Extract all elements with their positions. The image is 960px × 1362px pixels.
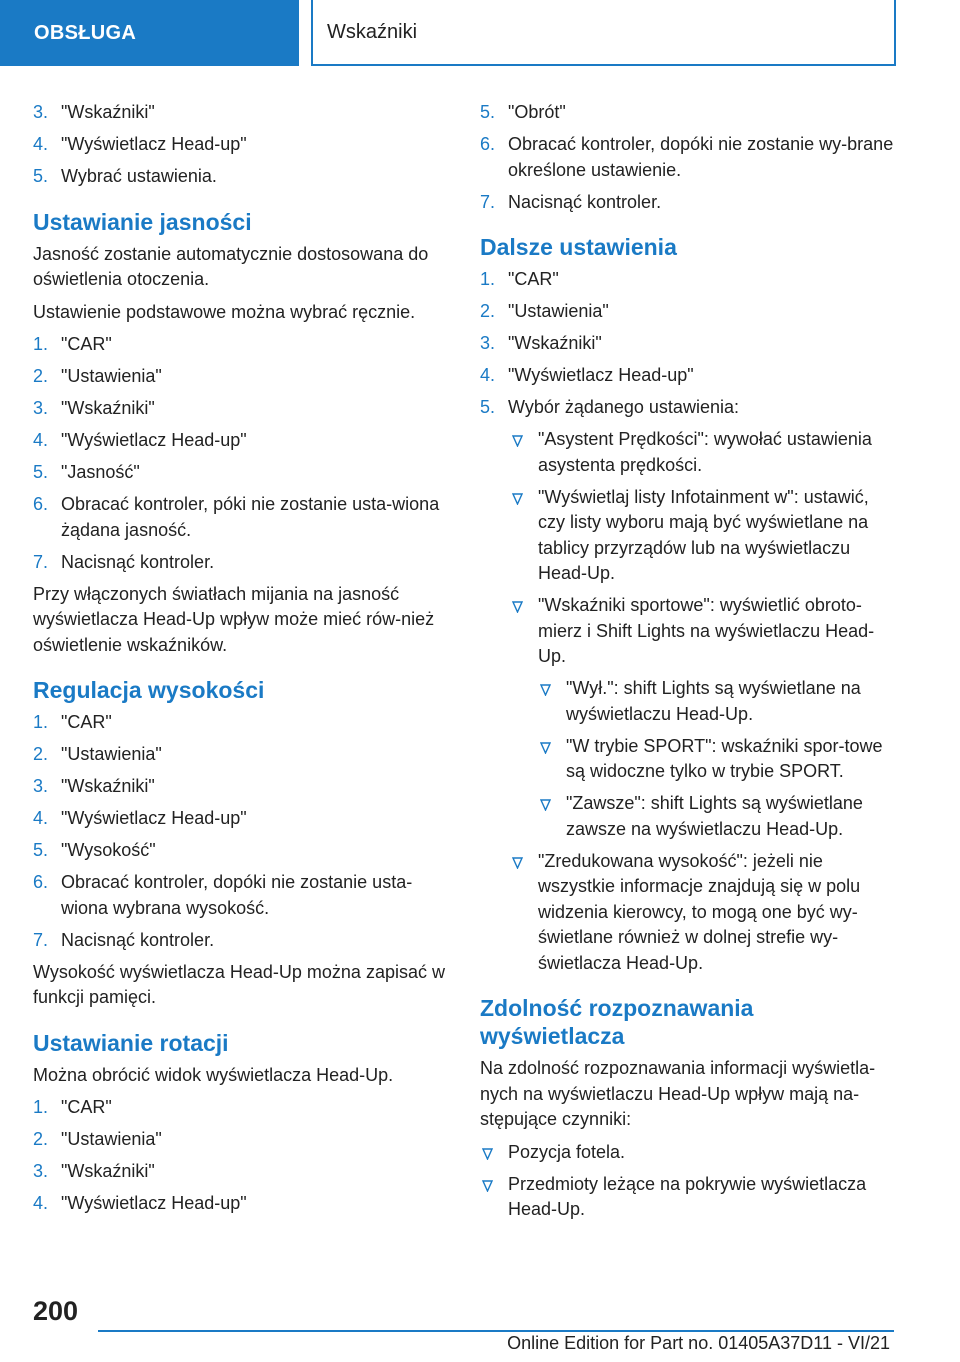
footer-divider (98, 1330, 894, 1332)
list-number: 6. (33, 872, 49, 892)
list-item (33, 1159, 451, 1185)
list-text: Obracać kontroler, dopóki nie zostanie wy-brane określone ustawienie. (508, 134, 894, 180)
list-text: "Wyświetlacz Head-up" (61, 808, 247, 828)
left-column (33, 100, 451, 1223)
triangle-bullet-icon (480, 1172, 508, 1223)
bullet-text: "W trybie SPORT": wskaźniki spor-towe są widoczne tylko w trybie SPORT. (566, 735, 883, 781)
list-number: 5. (33, 840, 49, 860)
steps-list (33, 1095, 451, 1217)
bullet-item (480, 849, 898, 977)
list-number: 6. (33, 494, 49, 514)
list-text: Nacisnąć kontroler. (61, 551, 215, 572)
list-text: Wybrać ustawienia. (61, 166, 217, 186)
list-item (33, 132, 451, 158)
section-heading-rotation: Ustawianie rotacji (33, 1029, 229, 1056)
list-text: "Wyświetlacz Head-up" (61, 430, 247, 450)
page-number: 200 (33, 1296, 79, 1326)
list-text: Obracać kontroler, dopóki nie zostanie usta-wiona wybrana wysokość. (61, 872, 413, 918)
list-text: Wybór żądanego ustawienia: (508, 397, 739, 417)
list-text: "CAR" (61, 334, 112, 354)
list-number: 7. (33, 929, 49, 950)
list-number: 1. (33, 712, 49, 732)
list-text: Nacisnąć kontroler. (61, 929, 215, 950)
list-number: 4. (33, 134, 49, 154)
list-item (33, 428, 451, 454)
list-text: "CAR" (508, 269, 559, 289)
bullet-text: "Asystent Prędkości": wywołać ustawienia asystenta prędkości. (538, 429, 872, 475)
paragraph: Można obrócić widok wyświetlacza Head-Up. (33, 1064, 394, 1085)
list-number: 3. (33, 102, 49, 122)
list-item (33, 774, 451, 800)
list-item (33, 742, 451, 768)
list-item (33, 870, 451, 921)
section-heading-height: Regulacja wysokości (33, 677, 265, 703)
list-number: 1. (33, 334, 49, 354)
list-text: "Jasność" (61, 462, 140, 482)
bullet-item (480, 676, 898, 727)
triangle-bullet-icon (538, 676, 566, 727)
list-item (33, 838, 451, 864)
list-number: 1. (33, 1097, 49, 1117)
list-item (480, 331, 898, 357)
list-number: 3. (33, 398, 49, 418)
list-item (33, 460, 451, 486)
list-item (33, 1095, 451, 1121)
list-item (33, 550, 451, 576)
list-text: "Ustawienia" (61, 366, 162, 386)
triangle-bullet-icon (510, 849, 538, 977)
triangle-bullet-icon (510, 427, 538, 478)
list-item (480, 100, 898, 126)
list-text: "CAR" (61, 712, 112, 732)
list-number: 3. (33, 1161, 49, 1181)
list-text: "Wskaźniki" (61, 1161, 155, 1181)
list-item (480, 267, 898, 293)
bullet-text: Pozycja fotela. (508, 1141, 626, 1162)
steps-list (480, 100, 898, 215)
list-item (33, 806, 451, 832)
section-heading-further: Dalsze ustawienia (480, 234, 677, 260)
steps-list (33, 332, 451, 575)
list-number: 3. (480, 333, 496, 353)
triangle-bullet-icon (510, 593, 538, 670)
list-text: "Wysokość" (61, 840, 156, 860)
list-text: "CAR" (61, 1097, 112, 1117)
paragraph: Jasność zostanie automatycznie dostosowana do oświetlenia otoczenia. (33, 243, 429, 289)
bullet-item (480, 1140, 898, 1166)
bullet-item (480, 734, 898, 785)
chapter-title: Wskaźniki (327, 20, 418, 43)
list-number: 4. (480, 365, 496, 385)
list-item (33, 100, 451, 126)
factors-list (480, 1140, 898, 1223)
triangle-bullet-icon (538, 791, 566, 842)
list-item (33, 492, 451, 543)
list-text: "Ustawienia" (508, 301, 609, 321)
list-item (480, 363, 898, 389)
list-number: 2. (33, 1129, 49, 1149)
list-item (33, 928, 451, 954)
list-text: "Wyświetlacz Head-up" (61, 134, 247, 154)
section-heading-legibility: Zdolność rozpoznawania wyświetlacza (480, 995, 754, 1049)
bullet-text: Przedmioty leżące na pokrywie wyświetlacza Head-Up. (508, 1173, 867, 1219)
list-text: "Ustawienia" (61, 744, 162, 764)
list-number: 5. (480, 102, 496, 122)
list-item (33, 710, 451, 736)
list-number: 3. (33, 776, 49, 796)
list-item (33, 396, 451, 422)
bullet-item (480, 427, 898, 478)
steps-list (33, 100, 451, 190)
list-item (33, 332, 451, 358)
list-text: Obracać kontroler, póki nie zostanie usta-wiona żądana jasność. (61, 494, 440, 540)
section-heading-brightness: Ustawianie jasności (33, 208, 252, 235)
list-number: 4. (33, 1193, 49, 1213)
section-tab (0, 0, 299, 66)
paragraph: Na zdolność rozpoznawania informacji wyświetla-nych na wyświetlaczu Head-Up wpływ mają na-stępujące czynniki: (480, 1058, 876, 1129)
list-text: "Wskaźniki" (61, 102, 155, 122)
list-number: 2. (33, 744, 49, 764)
bullet-item (480, 791, 898, 842)
list-number: 5. (33, 462, 49, 482)
list-text: "Wskaźniki" (61, 776, 155, 796)
list-item (480, 190, 898, 216)
list-item (480, 299, 898, 325)
bullet-item (480, 1172, 898, 1223)
list-number: 1. (480, 269, 496, 289)
list-text: "Wyświetlacz Head-up" (61, 1193, 247, 1213)
right-column (480, 100, 898, 1229)
bullet-text: "Wył.": shift Lights są wyświetlane na wyświetlaczu Head-Up. (566, 678, 861, 724)
list-item (480, 395, 898, 421)
list-number: 2. (33, 366, 49, 386)
list-text: Nacisnąć kontroler. (508, 191, 662, 212)
list-item (33, 1191, 451, 1217)
section-label: OBSŁUGA (34, 21, 137, 44)
paragraph: Wysokość wyświetlacza Head-Up można zapisać w funkcji pamięci. (33, 961, 445, 1007)
list-item (33, 164, 451, 190)
list-number: 4. (33, 430, 49, 450)
bullet-item (480, 485, 898, 587)
edition-note: Online Edition for Part no. 01405A37D11 - VI/21 (507, 1333, 890, 1353)
list-number: 4. (33, 808, 49, 828)
list-number: 5. (480, 397, 496, 417)
list-text: "Wskaźniki" (61, 398, 155, 418)
list-item (33, 1127, 451, 1153)
steps-list (33, 710, 451, 953)
chapter-tab (311, 0, 896, 66)
bullet-text: "Zredukowana wysokość": jeżeli nie wszystkie informacje znajdują się w polu widzenia kierowcy, to mogą one być wy-świetlane również w dolnej strefie wy-świetlacza Head-Up. (538, 850, 861, 973)
list-text: "Wskaźniki" (508, 333, 602, 353)
bullet-text: "Wskaźniki sportowe": wyświetlić obroto-mierz i Shift Lights na wyświetlaczu Head-Up. (538, 595, 875, 666)
list-item (480, 132, 898, 183)
list-text: "Ustawienia" (61, 1129, 162, 1149)
paragraph: Przy włączonych światłach mijania na jasność wyświetlacza Head-Up wpływ może mieć rów-nież oświetlenie wskaźników. (33, 583, 435, 655)
list-number: 7. (480, 191, 496, 212)
list-item (33, 364, 451, 390)
bullet-text: "Zawsze": shift Lights są wyświetlane zawsze na wyświetlaczu Head-Up. (566, 793, 863, 839)
list-number: 6. (480, 134, 496, 154)
triangle-bullet-icon (510, 485, 538, 587)
steps-list (480, 267, 898, 421)
bullet-text: "Wyświetlaj listy Infotainment w": ustawić, czy listy wyboru mają być wyświetlane na tablicy przyrządów lub na wyświetlaczu Head-Up. (538, 486, 869, 583)
options-list (480, 427, 898, 976)
list-text: "Wyświetlacz Head-up" (508, 365, 694, 385)
triangle-bullet-icon (538, 734, 566, 785)
list-number: 5. (33, 166, 49, 186)
list-number: 7. (33, 551, 49, 572)
list-number: 2. (480, 301, 496, 321)
triangle-bullet-icon (480, 1140, 508, 1166)
paragraph: Ustawienie podstawowe można wybrać ręcznie. (33, 301, 416, 322)
list-text: "Obrót" (508, 102, 566, 122)
bullet-item (480, 593, 898, 670)
